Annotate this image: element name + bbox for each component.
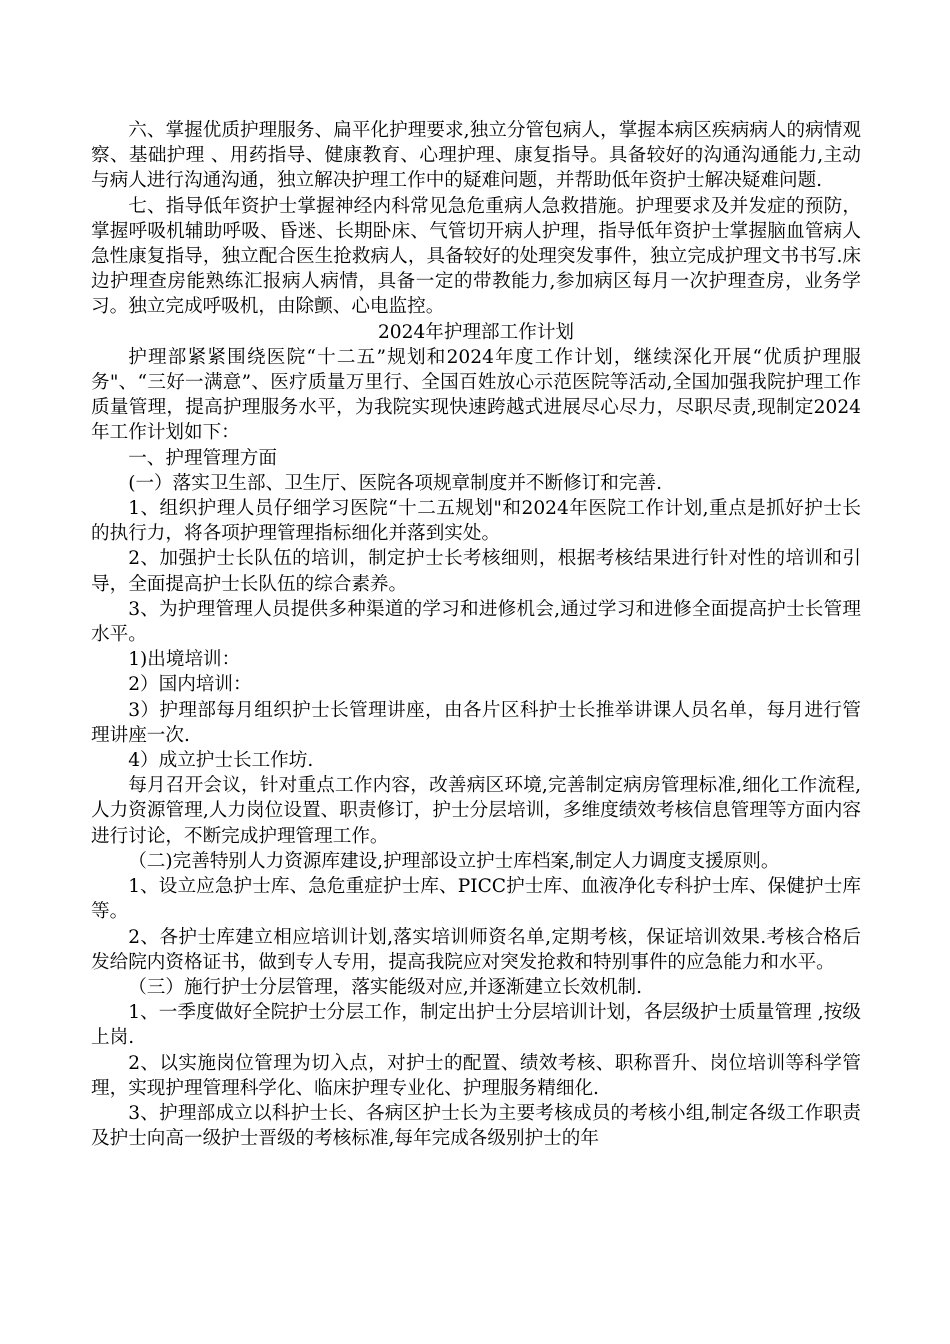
list-item: 2、加强护士长队伍的培训，制定护士长考核细则，根据考核结果进行针对性的培训和引导，全面提高护士长队伍的综合素养。 bbox=[91, 548, 861, 595]
paragraph: 七、指导低年资护士掌握神经内科常见急危重病人急救措施。护理要求及并发症的预防，掌握呼吸机辅助呼吸、昏迷、长期卧床、气管切开病人护理，指导低年资护士掌握脑血管病人急性康复指导，独立配合医生抢救病人，具备较好的处理突发事件，独立完成护理文书书写.床边护理查房能熟练汇报病人病情，具备一定的带教能力,参加病区每月一次护理查房，业务学习。独立完成呼吸机，由除颤、心电监控。 bbox=[91, 195, 861, 318]
list-item: 1)出境培训： bbox=[128, 649, 241, 671]
document-page bbox=[91, 118, 861, 1151]
list-item: 2、各护士库建立相应培训计划,落实培训师资名单,定期考核，保证培训效果.考核合格后发给院内资格证书，做到专人专用，提高我院应对突发抢救和特别事件的应急能力和水平。 bbox=[91, 926, 861, 973]
list-item: 2）国内培训： bbox=[128, 674, 252, 696]
list-item: 1、组织护理人员仔细学习医院“十二五规划"和2024年医院工作计划,重点是抓好护士长的执行力，将各项护理管理指标细化并落到实处。 bbox=[91, 498, 861, 545]
document-title: 2024年护理部工作计划 bbox=[377, 321, 575, 343]
list-item: 3）护理部每月组织护士长管理讲座，由各片区科护士长推举讲课人员名单，每月进行管理讲座一次. bbox=[91, 699, 861, 746]
list-item: 1、一季度做好全院护士分层工作，制定出护士分层培训计划，各层级护士质量管理 ,按级上岗. bbox=[91, 1002, 861, 1049]
subsection-heading: (一）落实卫生部、卫生厅、医院各项规章制度并不断修订和完善. bbox=[128, 472, 662, 494]
list-item: 4）成立护士长工作坊. bbox=[128, 750, 314, 772]
subsection-heading: （二)完善特别人力资源库建设,护理部设立护士库档案,制定人力调度支援原则。 bbox=[128, 850, 780, 872]
list-item: 1、设立应急护士库、急危重症护士库、PICC护士库、血液净化专科护士库、保健护士库等。 bbox=[91, 876, 861, 923]
subsection-heading: （三）施行护士分层管理，落实能级对应,并逐渐建立长效机制. bbox=[128, 976, 643, 998]
section-heading: 一、护理管理方面 bbox=[128, 447, 277, 469]
list-item: 2、以实施岗位管理为切入点，对护士的配置、绩效考核、职称晋升、岗位培训等科学管理，实现护理管理科学化、临床护理专业化、护理服务精细化. bbox=[91, 1052, 861, 1099]
paragraph: 护理部紧紧围绕医院“十二五”规划和2024年度工作计划，继续深化开展“优质护理服务"、“三好一满意”、医疗质量万里行、全国百姓放心示范医院等活动,全国加强我院护理工作质量管理，提高护理服务水平，为我院实现快速跨越式进展尽心尽力，尽职尽责,现制定2024年工作计划如下： bbox=[91, 346, 861, 444]
list-item: 3、为护理管理人员提供多种渠道的学习和进修机会,通过学习和进修全面提高护士长管理水平。 bbox=[91, 598, 861, 646]
paragraph: 六、掌握优质护理服务、扁平化护理要求,独立分管包病人，掌握本病区疾病病人的病情观察、基础护理 、用药指导、健康教育、心理护理、康复指导。具备较好的沟通沟通能力,主动与病人进行沟通沟通，独立解决护理工作中的疑难问题，并帮助低年资护士解决疑难问题. bbox=[91, 120, 861, 192]
paragraph: 每月召开会议，针对重点工作内容，改善病区环境,完善制定病房管理标准,细化工作流程,人力资源管理,人力岗位设置、职责修订，护士分层培训，多维度绩效考核信息管理等方面内容进行讨论，不断完成护理管理工作。 bbox=[91, 775, 861, 847]
list-item: 3、护理部成立以科护士长、各病区护士长为主要考核成员的考核小组,制定各级工作职责及护士向高一级护士晋级的考核标准,每年完成各级别护士的年 bbox=[91, 1102, 861, 1150]
